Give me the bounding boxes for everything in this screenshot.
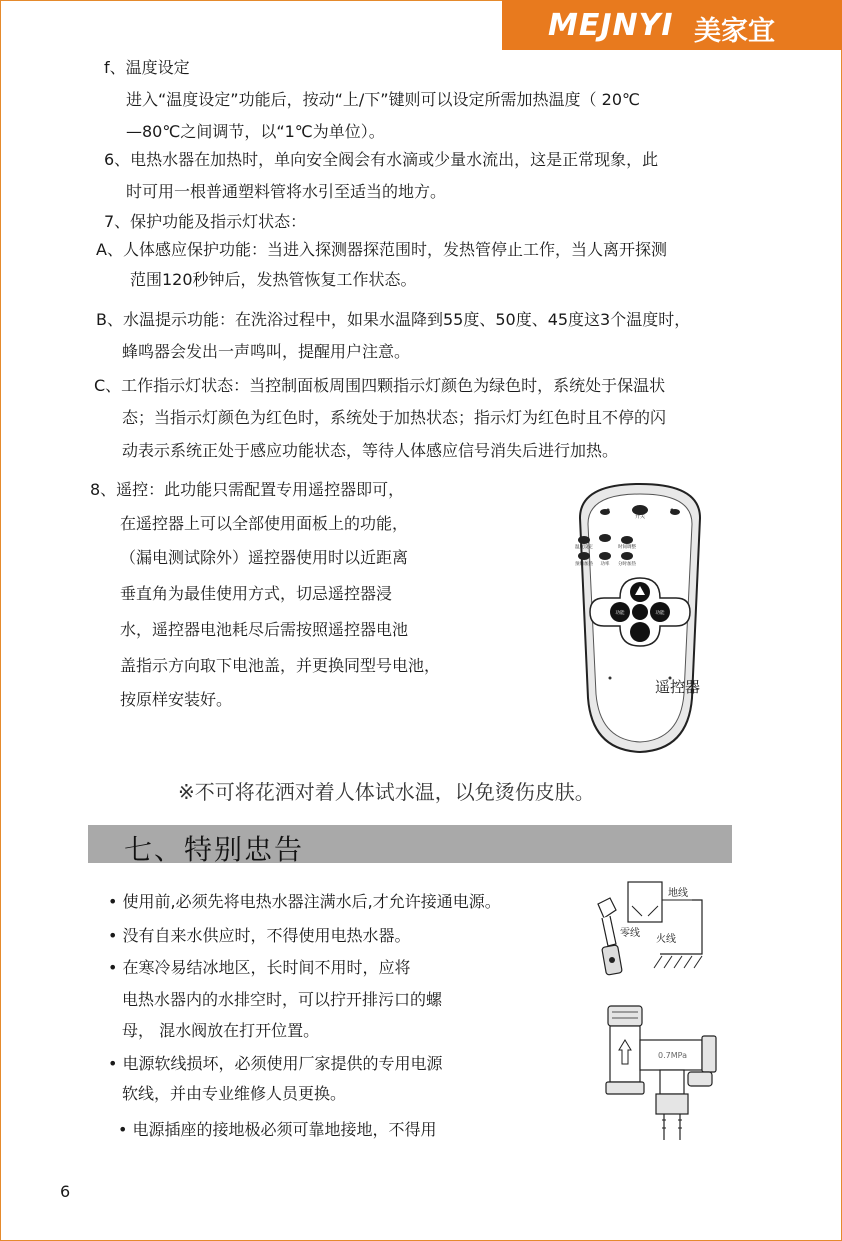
text-line: 在遥控器上可以全部使用面板上的功能， (120, 514, 409, 533)
remote-label-power: 开关 (634, 514, 646, 520)
text-line: 态；当指示灯颜色为红色时，系统处于加热状态；指示灯为红色时且不停的闪 (122, 408, 667, 427)
page-number: 6 (60, 1182, 71, 1201)
text-line: 范围120秒钟后，发热管恢复工作状态。 (130, 270, 417, 289)
pressure-label: 0.7MPa (658, 1051, 687, 1060)
text-line: 垂直角为最佳使用方式，切忌遥控器浸 (120, 584, 393, 603)
text-line: 按原样安装好。 (120, 690, 233, 709)
bullet-item-continued: 软线，并由专业维修人员更换。 (122, 1084, 347, 1103)
text-line: C、工作指示灯状态：当控制面板周围四颗指示灯颜色为绿色时，系统处于保温状 (94, 376, 666, 395)
bullet-item-continued: 电热水器内的水排空时，可以拧开排污口的螺 (122, 990, 443, 1009)
text-line: f、温度设定 (104, 58, 190, 77)
remote-label-time: 时间调整 (618, 545, 636, 550)
text-line: B、水温提示功能：在洗浴过程中，如果水温降到55度、50度、45度这3个温度时， (96, 310, 691, 329)
remote-label-func: 功率 (600, 562, 610, 567)
remote-label-split: 分时加热 (618, 562, 636, 567)
remote-label-temp: 温度设定 (575, 545, 593, 550)
text-line: 8、遥控：此功能只需配置专用遥控器即可， (90, 480, 405, 499)
wiring-illustration (588, 876, 716, 984)
section-title: 七、特别忠告 (124, 833, 305, 866)
remote-label-right: 功能 (655, 611, 665, 616)
text-line: 盖指示方向取下电池盖，并更换同型号电池， (120, 656, 441, 675)
ground-label: 地线 (668, 888, 688, 899)
brand-logo: MEJNYI (548, 8, 674, 43)
remote-control-illustration (560, 478, 720, 758)
text-line: 时可用一根普通塑料管将水引至适当的地方。 (126, 182, 447, 201)
text-line: 水，遥控器电池耗尽后需按照遥控器电池 (120, 620, 409, 639)
bullet-item-continued: 母， 混水阀放在打开位置。 (122, 1021, 320, 1040)
safety-warning: ※不可将花洒对着人体试水温，以免烫伤皮肤。 (178, 780, 595, 804)
text-line: 6、电热水器在加热时，单向安全阀会有水滴或少量水流出，这是正常现象，此 (104, 150, 659, 169)
text-line: A、人体感应保护功能：当进入探测器探范围时，发热管停止工作，当人离开探测 (96, 240, 667, 259)
brand-name: 美家宜 (694, 16, 775, 47)
text-line: 7、保护功能及指示灯状态： (104, 212, 307, 231)
bullet-item: • 没有自来水供应时，不得使用电热水器。 (108, 926, 411, 945)
remote-label-left: 功能 (615, 611, 625, 616)
remote-caption: 遥控器 (655, 678, 701, 696)
bullet-item: • 在寒冷易结冰地区，长时间不用时，应将 (108, 958, 411, 977)
bullet-item: • 电源软线损坏，必须使用厂家提供的专用电源 (108, 1054, 443, 1073)
bullet-item: • 使用前,必须先将电热水器注满水后,才允许接通电源。 (108, 892, 501, 911)
bullet-item: • 电源插座的接地极必须可靠地接地，不得用 (118, 1120, 437, 1139)
text-line: 进入“温度设定”功能后，按动“上/下”键则可以设定所需加热温度（ 20℃ (126, 90, 640, 109)
text-line: （漏电测试除外）遥控器使用时以近距离 (120, 548, 409, 567)
neutral-label: 零线 (620, 928, 640, 939)
remote-label-reserve: 预约加热 (575, 562, 593, 567)
text-line: —80℃之间调节，以“1℃为单位）。 (126, 122, 385, 141)
valve-illustration (598, 1000, 728, 1142)
live-label: 火线 (656, 934, 676, 945)
text-line: 动表示系统正处于感应功能状态，等待人体感应信号消失后进行加热。 (122, 441, 619, 460)
text-line: 蜂鸣器会发出一声鸣叫，提醒用户注意。 (122, 342, 411, 361)
